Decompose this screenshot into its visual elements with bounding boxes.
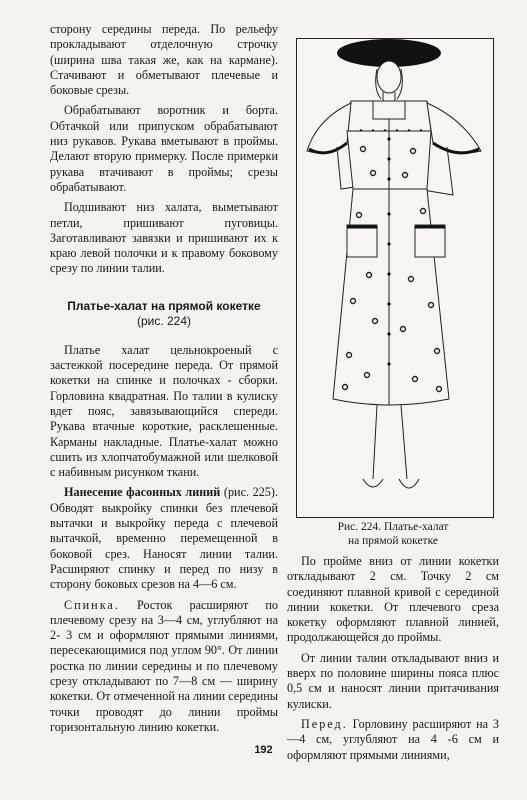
shoes (363, 479, 419, 488)
paragraph-text: Горловину расширяют на 3—4 см, углубляют на 4 -6 см и оформляют прямыми линиями, (287, 716, 499, 762)
dress-illustration (296, 38, 494, 518)
left-text-column (50, 22, 278, 740)
right-pocket (415, 225, 445, 257)
paragraph-text: (рис. 225). Обводят выкройку спинки без плечевой вытачки и выкройку переда с плечевой вытачкой, временно перемещенной в боковой срез. Наносят линии талии. Расширяют спинку и перед по низу в сторону боковых срезов на 4—6 см. (50, 485, 278, 592)
paragraph: По пройме вниз от линии кокетки откладывают 2 см. Точку 2 см соединяют плавной кривой с серединой линии кокетки. От плечевого среза кокетку оформляют плавной линией, продолжающейся до проймы. (287, 554, 499, 645)
left-pocket (347, 225, 377, 257)
paragraph (50, 485, 278, 592)
page-number: 192 (254, 744, 273, 756)
figure-caption (287, 520, 499, 548)
skirt (333, 189, 449, 405)
face (377, 61, 401, 93)
caption-line: Рис. 224. Платье-халат (337, 521, 449, 533)
paragraph: От линии талии откладывают вниз и вверх по половине ширины пояса плюс 0,5 см и наносят линии притачивания кулиски. (287, 650, 499, 711)
subheading-spaced: Спинка. (64, 597, 120, 612)
dress-drawing (297, 39, 493, 517)
subheading-spaced: Перед. (301, 716, 348, 731)
caption-line: на прямой кокетке (348, 535, 438, 547)
paragraph: Подшивают низ халата, выметывают петли, пришивают пуговицы. Заготавливают завязки и пришивают их к краю левой полочки и к правому боковому срезу по линии талии. (50, 200, 278, 276)
section-heading: Платье-халат на прямой кокетке (67, 298, 261, 313)
paragraph: сторону середины переда. По рельефу прокладывают отделочную строчку (ширина шва такая же, как на кармане). Стачивают и обметывают плечевые и боковые срезы. (50, 22, 278, 98)
paragraph: Платье халат цельнокроеный с застежкой посередине переда. От прямой кокетки на спинке и полочках - сборки. Горловина квадратная. По талии в кулиску вдет пояс, завязывающийся спереди. Рукава втачные короткие, расклешенные. Карманы накладные. Платье-халат можно сшить из хлопчатобумажной или шелковой с набивным рисунком ткани. (50, 342, 278, 480)
legs (373, 405, 407, 479)
section-heading-figure-ref: (рис. 224) (136, 313, 192, 328)
paragraph (50, 598, 278, 736)
paragraph: Обрабатывают воротник и борта. Обтачкой или припуском обрабатывают низ рукавов. Рукава вметывают в проймы. Делают вторую примерку. После примерки рукава втачивают в проймы; срезы обрабатывают. (50, 103, 278, 194)
subheading-bold: Нанесение фасонных линий (64, 485, 221, 500)
square-neckline (373, 101, 405, 119)
right-text-column (287, 554, 499, 768)
paragraph-text: Росток расширяют по плечевому срезу на 3—4 см, углубляют на 2- 3 см и оформляют прямыми линиями, пересекающимися под углом 90°. От линии ростка по линии середины и по плечевому срезу откладывают по 7—8 см — ширину кокетки. От отмеченной на линии середины точки проводят до линии проймы горизонтальную линию кокетки. (50, 597, 278, 734)
